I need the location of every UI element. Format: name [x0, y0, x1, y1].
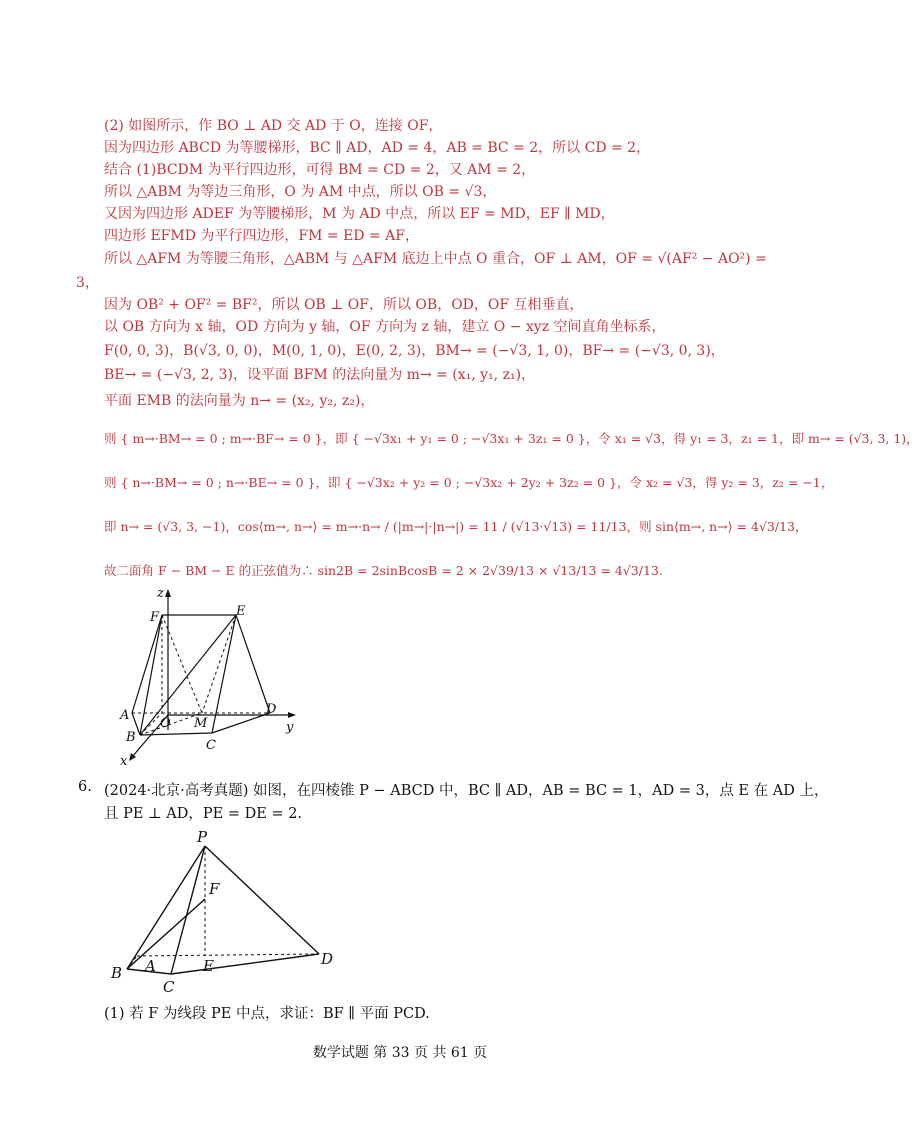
- solution-line: 则 { n→·BM→ = 0 ; n→·BE→ = 0 }，即 { −√3x₂ + y₂ = 0 ; −√3x₂ + 2y₂ + 3z₂ = 0 }，令 x₂ = √3，得 y₂ = 3，z₂ = −1，: [104, 475, 834, 490]
- solution-line: (2) 如图所示，作 BO ⊥ AD 交 AD 于 O，连接 OF，: [104, 118, 443, 134]
- point-label-c: C: [206, 738, 216, 753]
- point-label-f: F: [209, 880, 220, 898]
- solution-line: F(0, 0, 3)，B(√3, 0, 0)，M(0, 1, 0)，E(0, 2, 3)，BM→ = (−√3, 1, 0)，BF→ = (−√3, 0, 3)，: [104, 343, 725, 359]
- solution-line: 因为 OB² + OF² = BF²，所以 OB ⊥ OF，所以 OB，OD，OF 互相垂直，: [104, 297, 584, 313]
- solution-line: 所以 △ABM 为等边三角形，O 为 AM 中点，所以 OB = √3，: [104, 184, 497, 200]
- solution-line: 以 OB 方向为 x 轴，OD 方向为 y 轴，OF 方向为 z 轴，建立 O − xyz 空间直角坐标系，: [104, 319, 666, 335]
- point-label-c: C: [163, 978, 175, 996]
- page-footer: 数学试题 第 33 页 共 61 页: [312, 1045, 488, 1061]
- axis-label-z: z: [157, 586, 164, 601]
- axis-label-x: x: [120, 754, 128, 769]
- solution-line: 故二面角 F − BM − E 的正弦值为∴ sin2B = 2sinBcosB = 2 × 2√39/13 × √13/13 = 4√3/13.: [104, 563, 663, 578]
- solution-line: 3，: [76, 275, 99, 291]
- solution-line: 所以 △AFM 为等腰三角形，△ABM 与 △AFM 底边上中点 O 重合，OF ⊥ AM，OF = √(AF² − AO²) =: [104, 251, 767, 267]
- point-label-m: M: [194, 716, 208, 731]
- point-label-b: B: [126, 730, 136, 745]
- solution-line: 则 { m→·BM→ = 0 ; m→·BF→ = 0 }，即 { −√3x₁ + y₁ = 0 ; −√3x₁ + 3z₁ = 0 }，令 x₁ = √3，得 y₁ = 3，z₁ = 1，即 m→ = (√3, 3, 1)，: [104, 431, 919, 446]
- point-label-e: E: [236, 604, 246, 619]
- solution-line: 即 n→ = (√3, 3, −1)，cos⟨m→, n→⟩ = m→·n→ / (|m→|·|n→|) = 11 / (√13·√13) = 11/13，则 sin⟨m→, n→⟩ = 4√3/13，: [104, 519, 808, 534]
- solution-line: BE→ = (−√3, 2, 3)，设平面 BFM 的法向量为 m→ = (x₁, y₁, z₁)，: [104, 367, 536, 383]
- solution-line: 因为四边形 ABCD 为等腰梯形，BC ∥ AD，AD = 4，AB = BC = 2，所以 CD = 2，: [104, 140, 651, 156]
- axis-label-y: y: [286, 720, 294, 735]
- point-label-a: A: [120, 708, 130, 723]
- point-label-a: A: [145, 957, 156, 975]
- solution-line: 四边形 EFMD 为平行四边形，FM = ED = AF，: [104, 228, 419, 244]
- point-label-p: P: [197, 828, 208, 846]
- problem-statement: (2024·北京·高考真题) 如图，在四棱锥 P − ABCD 中，BC ∥ AD，AB = BC = 1，AD = 3，点 E 在 AD 上，: [104, 783, 829, 799]
- figure-pyramid: [105, 826, 345, 996]
- point-label-b: B: [111, 964, 123, 982]
- solution-line: 又因为四边形 ADEF 为等腰梯形，M 为 AD 中点，所以 EF = MD，EF ∥ MD，: [104, 206, 615, 222]
- point-label-e: E: [203, 957, 214, 975]
- point-label-o: O: [160, 716, 171, 731]
- point-label-d: D: [321, 950, 334, 968]
- solution-line: 平面 EMB 的法向量为 n→ = (x₂, y₂, z₂)，: [104, 393, 375, 409]
- problem-statement-cont: 且 PE ⊥ AD，PE = DE = 2.: [104, 806, 303, 822]
- point-label-d: D: [266, 702, 277, 717]
- problem-number: 6.: [78, 779, 92, 795]
- solution-line: 结合 (1)BCDM 为平行四边形，可得 BM = CD = 2，又 AM = 2，: [104, 162, 536, 178]
- point-label-f: F: [150, 610, 160, 625]
- figure-polyhedron: [110, 585, 310, 770]
- problem-part-1: (1) 若 F 为线段 PE 中点，求证：BF ∥ 平面 PCD.: [104, 1006, 430, 1022]
